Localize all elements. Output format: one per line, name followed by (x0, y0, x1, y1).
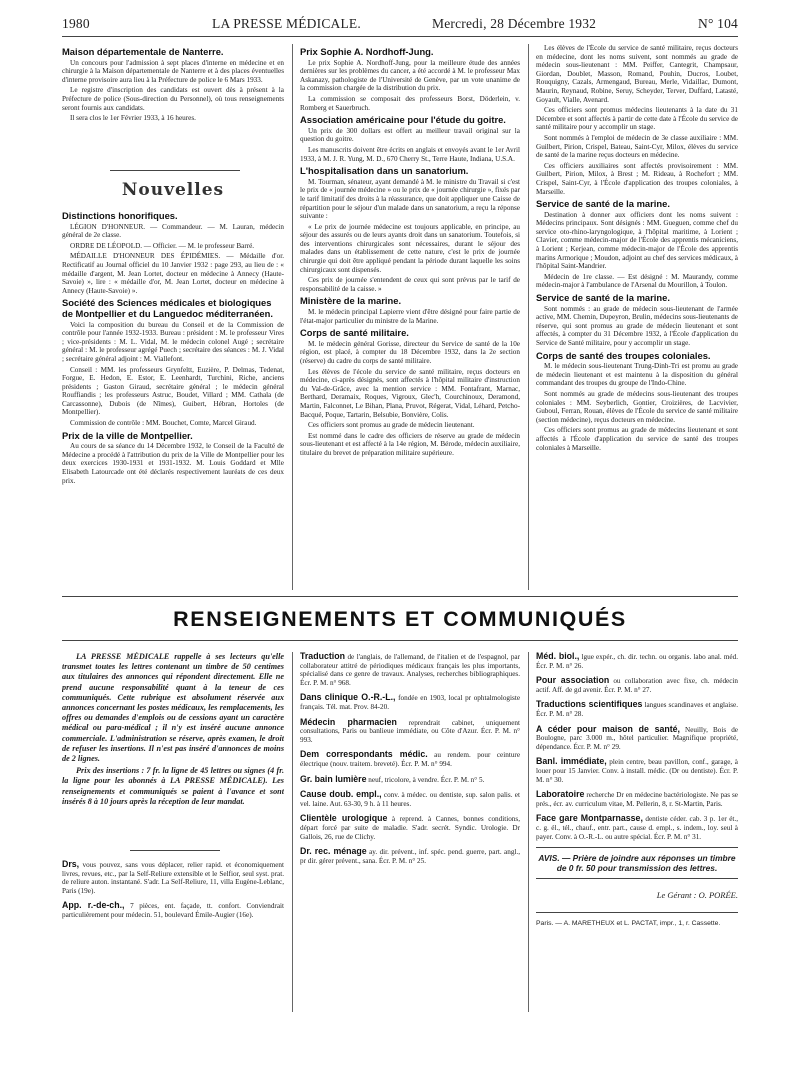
printer-imprint: Paris. — A. MARETHEUX et L. PACTAT, impr., 1, r. Cassette. (536, 912, 738, 929)
classified-ad (62, 901, 284, 919)
column-divider (528, 44, 529, 590)
issue-number: N° 104 (698, 16, 738, 31)
ads-column-2 (300, 652, 520, 1012)
paragraph: MÉDAILLE D'HONNEUR DES ÉPIDÉMIES. — Médaille d'or. Rectificatif au Journal officiel du 10 Janvier 1932 : page 293, au lieu de : « médaille d'argent, M. Jean Lortet, docteur en médecine à Annecy (Haute-Savoie) », lire : « médaille d'or, M. Jean Lortet, docteur en médecine à Annecy (Haute-Savoie) ». (62, 252, 284, 295)
ad-body: fondée en 1903, local pr ophtalmologiste français. Tél. mat. Prov. 84-20. (300, 694, 520, 711)
paragraph: Sont nommés : au grade de médecin sous-lieutenant de l'armée active, MM. Chemin, Dupeyron, Brulin, médecins sous-lieutenants de réserve, qui sont promus au grade de médecin lieutenant et sont affectés, à compter du 31 Décembre 1932, à l'École d'application du Service de Santé militaire, pour y accomplir un stage. (536, 304, 738, 347)
ad-title: Dans clinique O.-R.-L., (300, 692, 396, 703)
classified-ad (536, 757, 738, 784)
ad-title: Drs, (62, 860, 80, 869)
paragraph: LÉGION D'HONNEUR. — Commandeur. — M. Lauran, médecin général de 2e classe. (62, 222, 284, 240)
ad-title: Méd. biol., (536, 652, 580, 661)
ad-title: A céder pour maison de santé, (536, 723, 680, 734)
section-rule (62, 640, 738, 641)
heading-societe: Société des Sciences médicales et biologiques de Montpellier et du Languedoc méditerranéen. (62, 297, 273, 319)
paragraph: Le registre d'inscription des candidats est ouvert dès à présent à la Préfecture de police (Sous-direction du Personnel), où tous renseignements seront fournis aux candidats. (62, 86, 284, 112)
classified-ad (62, 860, 284, 895)
heading-distinctions: Distinctions honorifiques. (62, 210, 178, 221)
renseignements-heading: RENSEIGNEMENTS ET COMMUNIQUÉS (173, 607, 627, 631)
column-divider (292, 44, 293, 590)
classified-ad (300, 790, 520, 808)
ad-body: conv. à médec. ou dentiste, sup. salon palis. et vel. laine. Aut. 63-30, 9 h. à 11 heures. (300, 791, 520, 808)
heading-nanterre: Maison départementale de Nanterre. (62, 46, 224, 57)
ad-title: Face gare Montparnasse, (536, 813, 643, 824)
ad-title: Clientèle urologique (300, 813, 388, 824)
paragraph: Un concours pour l'admission à sept places d'interne en médecine et en chirurgie à la Maison départementale de Nanterre et à des places éventuelles d'interne provisoire aura lieu à la Préfecture de police le 6 Mars 1933. (62, 58, 284, 84)
paragraph: Destination à donner aux officiers dont les noms suivent : Médecins principaux. Sont désignés : MM. Gueguen, comme chef du service oto-rhino-laryngologique, à l'hôpital maritime, à Lorient ; Clavier, comme médecin-major de l'École des apprentis mécaniciens, à Lorient ; Kerjean, comme médecin-major de l'École des apprentis marins Armorique ; Moudon, adjoint au chef des services médicaux, à l'hôpital Saint-Mandrier. (536, 210, 738, 271)
classified-ad (300, 718, 520, 745)
heading-marine-ministry: Ministère de la marine. (300, 295, 402, 307)
paragraph: Sont nommés à l'emploi de médecin de 3e classe auxiliaire : MM. Guilbert, Pirion, Crispel, Bateau, Saint-Cyr, Milox, élèves du service de santé de la marine reçus docteurs en médecine. (536, 133, 738, 160)
ad-title: Gr. bain lumière (300, 773, 367, 784)
paragraph: Au cours de sa séance du 14 Décembre 1932, le Conseil de la Faculté de Médecine a procédé à l'attribution du prix de la Ville de Montpellier pour les deux exercices 1930-1931 et 1931-1932. M. Louis Goddard et Mlle Elisabeth Latourcade ont été déclarés respectivement lauréats de ces deux prix. (62, 442, 284, 485)
paragraph: M. le médecin général Gorisse, directeur du Service de santé de la 10e région, est placé, à compter du 18 Décembre 1932, dans la 2e section (réserve) du cadre du corps de santé militaire. (300, 339, 520, 365)
classified-ad (536, 725, 738, 752)
column-divider (528, 652, 529, 1012)
ad-body: dentiste céder. cab. 3 p. 1er ét., c. g. él., tél., chauf., entr. part., cause d. empl., s. indem., loy. seul à payer. Conv. à O.-R.-L. ou autre spécial. Écr. P. M. n° 31. (536, 815, 738, 841)
ad-title: Banl. immédiate, (536, 756, 607, 767)
ad-title: Laboratoire (536, 789, 585, 800)
classified-ad (300, 750, 520, 768)
classified-ad (300, 693, 520, 711)
notice-block (62, 652, 284, 837)
nouvelles-heading: Nouvelles (121, 180, 225, 200)
ad-title: Dr. rec. ménage (300, 846, 367, 857)
ad-body: ay. dir. prévent., inf. spéc. pend. guerre, part. angl., pr dir. gérer prévent., sana. Écr. P. M. n° 25. (300, 848, 520, 865)
classified-ad (300, 652, 520, 687)
ad-body: vous pouvez, sans vous déplacer, relier rapid. et économiquement livres, revues, etc., par la Self-Reliure extensible et le Selfior, seul syst. prat. de reliure auton. instantané. S'adr. La Self-Reliure, 11, villa Eugène-Leblanc, Paris (19e). (62, 861, 284, 895)
paragraph: Conseil : MM. les professeurs Grynfeltt, Euzière, P. Delmas, Tedenat, Forgue, E. Hedon, E. Estor, E. Leenhardt, Turchini, Riche, anciens présidents ; Gaston Giraud, secrétaire général ; le médecin général Rouffiandis ; les professeurs Astruc, Boudet, Villard ; MM. Cathala (de Carcassonne), Dubois (de Nîmes), Guibert, Hébran, Hortoles (de Montpellier). (62, 365, 284, 417)
ad-title: Dem correspondants médic. (300, 749, 428, 760)
heading-goitre: Association américaine pour l'étude du goitre. (300, 114, 506, 126)
paragraph: Sont nommés au grade de médecins sous-lieutenant des troupes coloniales : MM. Seyberlich, Gontier, Croizières, de Lacvivier, Guboul, Ferran, Rouan, élèves de l'École du service de santé militaire (section médecine), reçus docteurs en médecine. (536, 389, 738, 424)
ad-title: App. r.-de-ch., (62, 900, 125, 911)
ad-body: lgue expér., ch. dir. techn. ou organis. labo anal. méd. Écr. P. M. n° 26. (536, 653, 738, 670)
ad-body: à reprend. à Cannes, bonnes conditions, départ forcé par suite de maladie. S'adr. secrét. Syndic. Urologie. Dr Gallois, 26, rue de Clichy. (300, 815, 520, 841)
ad-body: recherche Dr en médecine bactériologiste. Ne pas se prés., écr. av. curriculum vitae, M. Pellerin, 8, r. St-Martin, Paris. (536, 791, 738, 808)
ad-body: ou collaboration avec fixe, ch. médecin actif. Aff. de gd avenir. Écr. P. M. n° 27. (536, 677, 738, 694)
paragraph: ORDRE DE LÉOPOLD. — Officier. — M. le professeur Barré. (70, 241, 255, 250)
avis-box: AVIS. — Prière de joindre aux réponses un timbre de 0 fr. 50 pour transmission des lettres. (536, 847, 738, 879)
ad-title: Pour association (536, 675, 610, 686)
col1-top (62, 44, 284, 172)
ad-body: 7 pièces, ent. façade, tt. confort. Conviendrait particulièrement pour médecin. 51, boulevard Émile-Augier (16e). (62, 902, 284, 919)
paragraph: M. Tourman, sénateur, ayant demandé à M. le ministre du Travail si c'est le prix de « journée médecine » ou le prix de « journée chirurgie », fixés par le tarif limitatif des droits à la réassurance, que doit appliquer une Caisse de répartition pour le séjour d'un malade dans un sanatorium, a reçu la réponse suivante : (300, 177, 520, 221)
paragraph: M. le médecin principal Lapierre vient d'être désigné pour faire partie de l'état-major particulier du ministre de la Marine. (300, 308, 520, 325)
classified-ad (300, 847, 520, 865)
col2-top (300, 44, 520, 590)
paragraph: « Le prix de journée médecine est toujours applicable, en principe, au séjour des assurés ou de leurs ayants droit dans un sanatorium. Toutefois, si des interventions chirurgicales sont nécessaires, durant le séjour des malades dans un établissement de cette nature, c'est le prix de journée chirurgie qui doit être appliqué pendant la période durant laquelle les soins chirurgicaux sont dispensés. (300, 222, 520, 274)
paragraph: Le prix Sophie A. Nordhoff-Jung, pour la meilleure étude des années dernières sur les problèmes du cancer, a été accordé à M. le professeur Max Askanazy, pathologiste de l'Université de Genève, par un vote unanime de la commission chargée de la distribution du prix. (300, 58, 520, 93)
heading-service-marine: Service de santé de la marine. (536, 198, 670, 210)
paragraph: Voici la composition du bureau du Conseil et de la Commission de contrôle pour l'année 1932-1933. Bureau : président : M. le professeur Vires ; vice-présidents : M. L. Vidal, M. le médecin colonel Augé ; secrétaire général : M. le professeur agrégé Puech ; secrétaire des séances : M. J. Vidal ; secrétaire général adjoint : M. Viallefont. (62, 320, 284, 363)
separator (130, 850, 220, 851)
paragraph: Ces prix de journée s'entendent de ceux qui sont prévus par le tarif de responsabilité de la caisse. » (300, 276, 520, 293)
paragraph: Ces officiers sont promus au grade de médecins lieutenant et sont affectés à l'École d'application du service de santé des troupes coloniales à Marseille. (536, 426, 738, 452)
heading-prix-montpellier: Prix de la ville de Montpellier. (62, 429, 193, 441)
notice-paragraph: Prix des insertions : 7 fr. la ligne de 45 lettres ou signes (4 fr. la ligne pour les abonnés à LA PRESSE MÉDICALE). Les renseignements et communiqués se paient à l'avance et sont insérés 8 à 10 jours après la réception de leur mandat. (62, 766, 284, 806)
classified-ad (536, 814, 738, 841)
classified-ad (300, 775, 520, 785)
paragraph: M. le médecin sous-lieutenant Trung-Dinh-Tri est promu au grade de médecin lieutenant et est maintenu à la disposition du général commandant des troupes du groupe de l'Indo-Chine. (536, 362, 738, 388)
ads-column-1 (62, 860, 284, 950)
separator (110, 170, 240, 171)
paragraph: Les élèves de l'école du service de santé militaire, reçus docteurs en médecine, ci-après désignés, sont affectés à l'hôpital militaire d'instruction du Val-de-Grâce, avec la mention service : MM. Fontafrant, Marnac, Berthard, Deramaix, Roques, Vigroux, Glec'h, Courchinoux, Deramond, Martin, Falconnet, Le Bihan, Plana, Pruvot, Régerat, Vidal, Léhard, Petcho-Bacqué, Poque, Tartarin, Belsubie, Bonvière, Colis. (300, 367, 520, 419)
classified-ad (300, 814, 520, 841)
issue-date: Mercredi, 28 Décembre 1932 (432, 16, 597, 31)
ad-title: Traduction (300, 652, 345, 661)
paragraph: Commission de contrôle : MM. Bouchet, Comte, Marcel Giraud. (70, 419, 257, 428)
notice-paragraph: LA PRESSE MÉDICALE rappelle à ses lecteurs qu'elle transmet toutes les lettres contenant un timbre de 50 centimes aux titulaires des annonces qui répondent directement. Elle ne prend aucune responsabilité quant à la teneur de ces communiqués. Cette rubrique est absolument réservée aux annonces concernant les postes médicaux, les remplacements, les offres ou demandes d'emplois ou de cessions ayant un caractère médical ou para-médical ; il n'y est inséré aucune annonce commerciale. L'administration se réserve, après examen, le droit de refuser les insertions. Il n'est pas inséré d'annonces de moins de 2 lignes. (62, 652, 284, 764)
paragraph: Il sera clos le 1er Février 1933, à 16 heures. (70, 114, 196, 123)
ad-body: reprendrait cabinet, uniquement consultations, Paris ou banlieue immédiate, ou Côte d'Azur. Écr. P. M. n° 993. (300, 718, 520, 744)
paragraph: Médecin de 1re classe. — Est désigné : M. Maurandy, comme médecin-major à l'ambulance de l'Arsenal du Mourillon, à Toulon. (536, 272, 738, 290)
paragraph: Ces officiers sont promus médecins lieutenants à la date du 31 Décembre et sont affectés à partir de cette date à l'École du service de santé militaire pour y accomplir un stage. (536, 106, 738, 132)
heading-troupes-coloniales: Corps de santé des troupes coloniales. (536, 349, 711, 361)
ads-list (536, 652, 738, 841)
ad-title: Traductions scientifiques (536, 699, 643, 710)
journal-title: LA PRESSE MÉDICALE. (212, 16, 361, 31)
classified-ad (536, 700, 738, 718)
ad-body: plein centre, beau pavillon, conf., garage, à louer pour 15 Janvier. Conv. à install. médic. (Dr ou dentiste). Écr. P. M. n° 30. (536, 758, 738, 784)
gerant-signature: Le Gérant : O. PORÉE. (656, 890, 738, 901)
paragraph: Un prix de 300 dollars est offert au meilleur travail original sur la question du goitre. (300, 126, 520, 144)
ad-body: au rendem. pour ceinture électrique (nouv. traitem. breveté). Écr. P. M. n° 994. (300, 751, 520, 768)
heading-sanatorium: L'hospitalisation dans un sanatorium. (300, 165, 469, 177)
ad-title: Cause doub. empl., (300, 789, 382, 800)
paragraph: Les manuscrits doivent être écrits en anglais et envoyés avant le 1er Avril 1933, à M. J. R. Yung, M. D., 670 Cherry St., Terre Haute, Indiana, U.S.A. (300, 145, 520, 163)
page-number: 1980 (62, 16, 90, 31)
ad-title: Médecin pharmacien (300, 716, 397, 727)
classified-ad (536, 676, 738, 694)
classified-ad (536, 652, 738, 670)
paragraph: Est nommé dans le cadre des officiers de réserve au grade de médecin sous-lieutenant et est affecté à la 14e région, M. Bérode, médecin auxiliaire, titulaire du brevet de préparation militaire supérieure. (300, 431, 520, 457)
ad-body: de l'anglais, de l'allemand, de l'italien et de l'espagnol, par collaborateur attitré de périodiques médicaux français les plus importants, spécialisé dans ce genre de travaux. Analyses, recherches bibliographiques. Écr. P. M. n° 968. (300, 653, 520, 687)
paragraph: Ces officiers sont promus au grade de médecin lieutenant. (308, 421, 475, 430)
heading-service-marine-2: Service de santé de la marine. (536, 292, 670, 304)
ad-body: neuf, tricolore, à vendre. Écr. P. M. n° 5. (368, 775, 485, 784)
paragraph: La commission se composait des professeurs Borst, Döderlein, v. Romberg et Sauerbruch. (300, 94, 520, 112)
paragraph: Les élèves de l'École du service de santé militaire, reçus docteurs en médecine, dont les noms suivent, sont nommés au grade de médecin sous-lieutenant : MM. Peiffer, Cantegrit, Champsaur, Giordan, Doublet, Masson, Romand, Pouhin, Ducros, Loubet, Rouquigny, Cazals, Armengaud, Bureau, Merle, Vidaillac, Dumont, Maurin, Reynaud, Robine, Seruy, Scheyder, Terver, Duffard, Latasté, Goyault, Vialle, Avenard. (536, 44, 738, 104)
heading-corps-sante: Corps de santé militaire. (300, 327, 409, 339)
ad-body: langues scandinaves et anglaise. Écr. P. M. n° 28. (536, 701, 738, 718)
column-divider (292, 652, 293, 1012)
paragraph: Ces officiers auxiliaires sont affectés provisoirement : MM. Guilbert, Pirion, Milox, à Brest ; M. Rideau, à Rochefort ; MM. Crispel, Saint-Cyr, à l'École d'application des troupes coloniales, à Marseille. (536, 161, 738, 196)
page-header (62, 16, 738, 34)
col1-main (62, 208, 284, 588)
ad-body: Neuilly, Bois de Boulogne, parc 3.000 m., hôtel particulier. Magnifique propriété, dépendance. Écr. P. M. n° 29. (536, 725, 738, 751)
header-rule (62, 36, 738, 37)
col3-top (536, 44, 738, 590)
ads-column-3 (536, 652, 738, 1012)
heading-sophie-prize: Prix Sophie A. Nordhoff-Jung. (300, 46, 434, 57)
section-rule (62, 596, 738, 597)
classified-ad (536, 790, 738, 808)
